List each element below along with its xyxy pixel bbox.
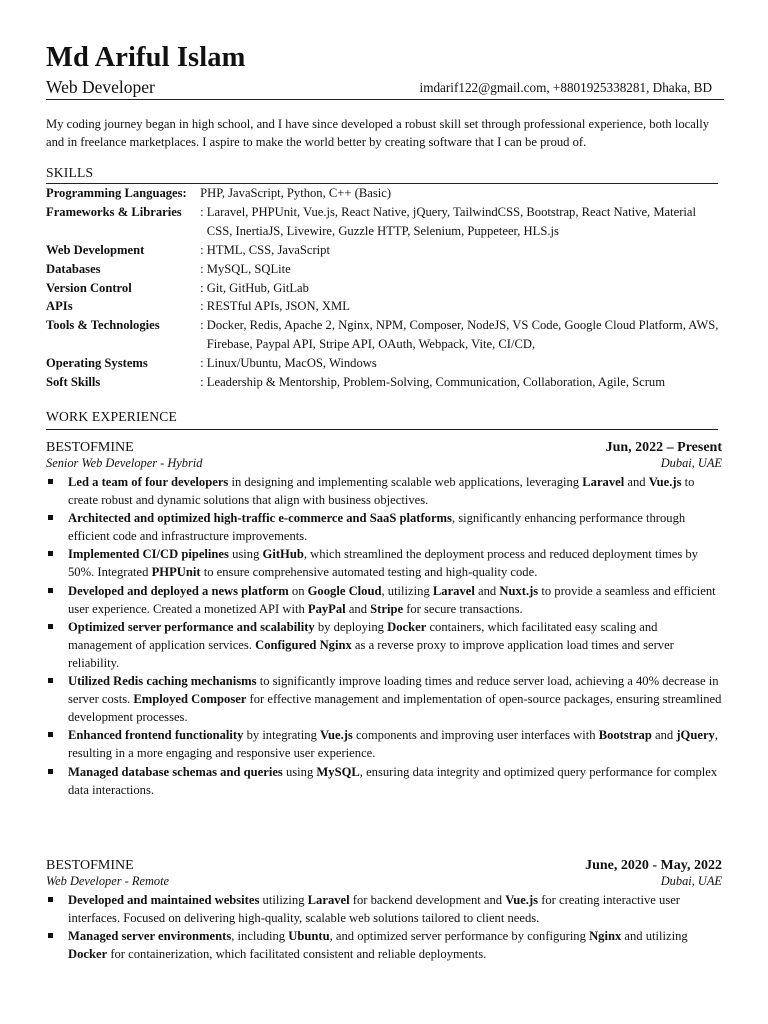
bullet-highlight: GitHub xyxy=(262,547,304,562)
bullet-text: by integrating xyxy=(243,728,321,743)
bullet-text: and xyxy=(345,601,371,616)
skill-value: Linux/Ubuntu, MacOS, Windows xyxy=(206,356,377,371)
skill-label: APIs xyxy=(46,299,73,314)
header-divider xyxy=(46,99,724,100)
skill-value: MySQL, SQLite xyxy=(206,261,291,276)
job-position: Web Developer - Remote xyxy=(46,874,170,888)
skill-label: Operating Systems xyxy=(46,356,148,371)
skill-row xyxy=(46,203,722,241)
bullet-highlight: Managed server environments xyxy=(68,929,232,944)
bullet-text: and xyxy=(651,728,677,743)
bullet-text: components and improving user interfaces with xyxy=(352,728,599,743)
bullet-highlight: Nginx xyxy=(589,929,622,944)
bullet-highlight: Employed Composer xyxy=(133,692,247,707)
skill-value: Leadership & Mentorship, Problem-Solving, Communication, Collaboration, Agile, Scrum xyxy=(206,375,666,390)
skill-value: RESTful APIs, JSON, XML xyxy=(206,299,350,314)
bullet-text: , and optimized server performance by configuring xyxy=(329,929,590,944)
contact-info: imdarif122@gmail.com, +8801925338281, Dhaka, BD xyxy=(419,80,712,95)
skill-row xyxy=(46,297,722,316)
bullet-highlight: Laravel xyxy=(582,475,625,489)
bullet-highlight: Docker xyxy=(68,947,108,962)
skill-label: Frameworks & Libraries xyxy=(46,204,182,219)
skill-row xyxy=(46,184,722,203)
skill-value: Laravel, PHPUnit, Vue.js, React Native, jQuery, TailwindCSS, Bootstrap, React Native, Material CSS, InertiaJS, Livewire, Guzzle HTTP, Selenium, Puppeteer, HLS.js xyxy=(206,204,696,238)
job-entry xyxy=(46,857,722,963)
skill-separator: : xyxy=(197,318,207,333)
company-name: BESTOFMINE xyxy=(46,858,134,873)
bullet-text: , ensuring data integrity and optimized query performance for complex data interactions. xyxy=(68,764,718,797)
achievement-bullet xyxy=(46,726,722,762)
bullet-text: utilizing xyxy=(259,893,308,907)
bullet-text: in designing and implementing scalable web applications, leveraging xyxy=(228,475,583,489)
bullet-text: , significantly enhancing performance through efficient code and infrastructure improvements. xyxy=(68,511,686,544)
bullet-text: , utilizing xyxy=(381,583,433,598)
bullet-text: by deploying xyxy=(314,619,388,634)
skill-separator: : xyxy=(197,242,207,257)
bullet-highlight: Enhanced frontend functionality xyxy=(68,728,244,743)
job-subheader xyxy=(46,456,722,471)
bullet-highlight: Docker xyxy=(387,619,427,634)
bullet-text: for creating interactive user interfaces. Focused on delivering high-quality, scalable web solutions tailored to client needs. xyxy=(68,893,681,926)
bullet-text: on xyxy=(288,583,308,598)
skill-row xyxy=(46,260,722,279)
skills-heading: SKILLS xyxy=(46,165,94,180)
bullet-text: for secure transactions. xyxy=(403,601,523,616)
bullet-highlight: Developed and maintained websites xyxy=(68,893,260,907)
achievement-bullet xyxy=(46,672,722,726)
achievement-bullet xyxy=(46,763,722,799)
job-location: Dubai, UAE xyxy=(660,874,722,888)
achievement-bullet xyxy=(46,618,722,672)
summary-paragraph: My coding journey began in high school, and I have since developed a robust skill set through professional experience, both locally and in freelance marketplaces. I aspire to make the world better by creating software that I can be proud of. xyxy=(46,117,710,149)
bullet-text: using xyxy=(228,547,263,562)
bullet-highlight: Stripe xyxy=(370,601,404,616)
skill-value: Docker, Redis, Apache 2, Nginx, NPM, Composer, NodeJS, VS Code, Google Cloud Platform, AWS, Firebase, Paypal API, Stripe API, OAuth, Webpack, Vite, CI/CD, xyxy=(206,318,719,352)
bullet-highlight: Vue.js xyxy=(320,728,353,743)
bullet-text: , which streamlined the deployment process and reduced deployment times by 50%. Integrated xyxy=(68,547,698,580)
skill-row xyxy=(46,241,722,260)
bullet-text: and xyxy=(474,583,500,598)
skill-separator: : xyxy=(197,261,207,276)
job-subheader xyxy=(46,874,722,889)
work-experience-heading: WORK EXPERIENCE xyxy=(46,409,177,424)
achievement-bullet xyxy=(46,891,722,927)
skill-value: Git, GitHub, GitLab xyxy=(206,280,309,295)
job-entry xyxy=(46,439,722,799)
achievement-bullet xyxy=(46,509,722,545)
skill-label: Version Control xyxy=(46,280,132,295)
bullet-text: , resulting in a more engaging and responsive user experience. xyxy=(68,728,718,761)
bullet-highlight: Nuxt.js xyxy=(499,583,539,598)
skill-row xyxy=(46,316,722,354)
bullet-text: and xyxy=(624,475,649,489)
skill-row xyxy=(46,354,722,373)
bullet-highlight: PayPal xyxy=(307,601,346,616)
job-position: Senior Web Developer - Hybrid xyxy=(46,456,203,470)
bullet-highlight: Implemented CI/CD pipelines xyxy=(68,547,229,562)
skill-separator: : xyxy=(197,299,207,314)
bullet-highlight: Google Cloud xyxy=(307,583,382,598)
skill-value: PHP, JavaScript, Python, C++ (Basic) xyxy=(200,186,392,200)
bullet-text: for backend development and xyxy=(349,893,506,907)
achievement-bullet xyxy=(46,927,722,963)
skill-separator: : xyxy=(197,375,207,390)
bullet-highlight: Ubuntu xyxy=(288,929,330,944)
bullet-text: to create robust and dynamic solutions that align with business objectives. xyxy=(68,475,695,508)
achievement-bullet xyxy=(46,582,722,618)
bullet-highlight: Led a team of four developers xyxy=(68,475,229,489)
skill-label: Soft Skills xyxy=(46,375,101,390)
bullet-text: for effective management and implementation of open-source packages, ensuring streamlined development processes. xyxy=(68,692,722,725)
bullet-highlight: jQuery xyxy=(676,728,715,743)
job-dates: Jun, 2022 – Present xyxy=(605,440,722,455)
company-name: BESTOFMINE xyxy=(46,440,134,455)
achievement-bullet xyxy=(46,473,722,509)
job-dates: June, 2020 - May, 2022 xyxy=(585,858,722,873)
job-bullets xyxy=(46,473,722,799)
skill-label: Databases xyxy=(46,261,101,276)
bullet-text: and utilizing xyxy=(621,929,688,944)
job-bullets xyxy=(46,891,722,963)
bullet-highlight: Developed and deployed a news platform xyxy=(68,583,289,598)
bullet-text: to significantly improve loading times and reduce server load, achieving a 40% decrease in server costs. xyxy=(68,674,719,707)
skill-value: HTML, CSS, JavaScript xyxy=(206,242,330,257)
bullet-highlight: Architected and optimized high-traffic e-commerce and SaaS platforms xyxy=(68,511,452,526)
bullet-text: containers, which facilitated easy scaling and management of application services. xyxy=(68,619,658,652)
achievement-bullet xyxy=(46,545,722,581)
candidate-name: Md Ariful Islam xyxy=(46,42,246,73)
bullet-highlight: Laravel xyxy=(432,583,475,598)
bullet-highlight: Vue.js xyxy=(505,893,539,907)
bullet-highlight: Bootstrap xyxy=(598,728,652,743)
skill-label: Web Development xyxy=(46,242,145,257)
bullet-highlight: Vue.js xyxy=(648,475,682,489)
skill-row xyxy=(46,373,722,392)
skill-label: Programming Languages: xyxy=(46,186,187,200)
work-experience-divider xyxy=(46,429,718,430)
skills-list xyxy=(46,184,722,392)
bullet-text: using xyxy=(282,764,317,779)
bullet-highlight: Managed database schemas and queries xyxy=(68,764,283,779)
bullet-highlight: Laravel xyxy=(307,893,350,907)
job-header xyxy=(46,857,722,874)
job-location: Dubai, UAE xyxy=(660,456,722,470)
job-header xyxy=(46,439,722,456)
bullet-highlight: Optimized server performance and scalability xyxy=(68,619,315,634)
bullet-highlight: Configured Nginx xyxy=(255,637,352,652)
job-title: Web Developer xyxy=(46,77,155,97)
skill-row xyxy=(46,279,722,298)
bullet-text: to ensure comprehensive automated testing and high-quality code. xyxy=(200,565,538,580)
bullet-highlight: MySQL xyxy=(316,764,360,779)
bullet-text: , including xyxy=(231,929,289,944)
bullet-text: for containerization, which facilitated consistent and reliable deployments. xyxy=(107,947,487,962)
bullet-text: as a reverse proxy to improve application load times and server reliability. xyxy=(68,637,674,670)
skill-label: Tools & Technologies xyxy=(46,318,160,333)
skill-separator: : xyxy=(197,280,207,295)
bullet-highlight: Utilized Redis caching mechanisms xyxy=(68,674,257,689)
bullet-text: to provide a seamless and efficient user experience. Created a monetized API with xyxy=(68,583,716,616)
bullet-highlight: PHPUnit xyxy=(151,565,201,580)
skill-separator: : xyxy=(197,356,207,371)
skill-separator: : xyxy=(197,204,207,219)
